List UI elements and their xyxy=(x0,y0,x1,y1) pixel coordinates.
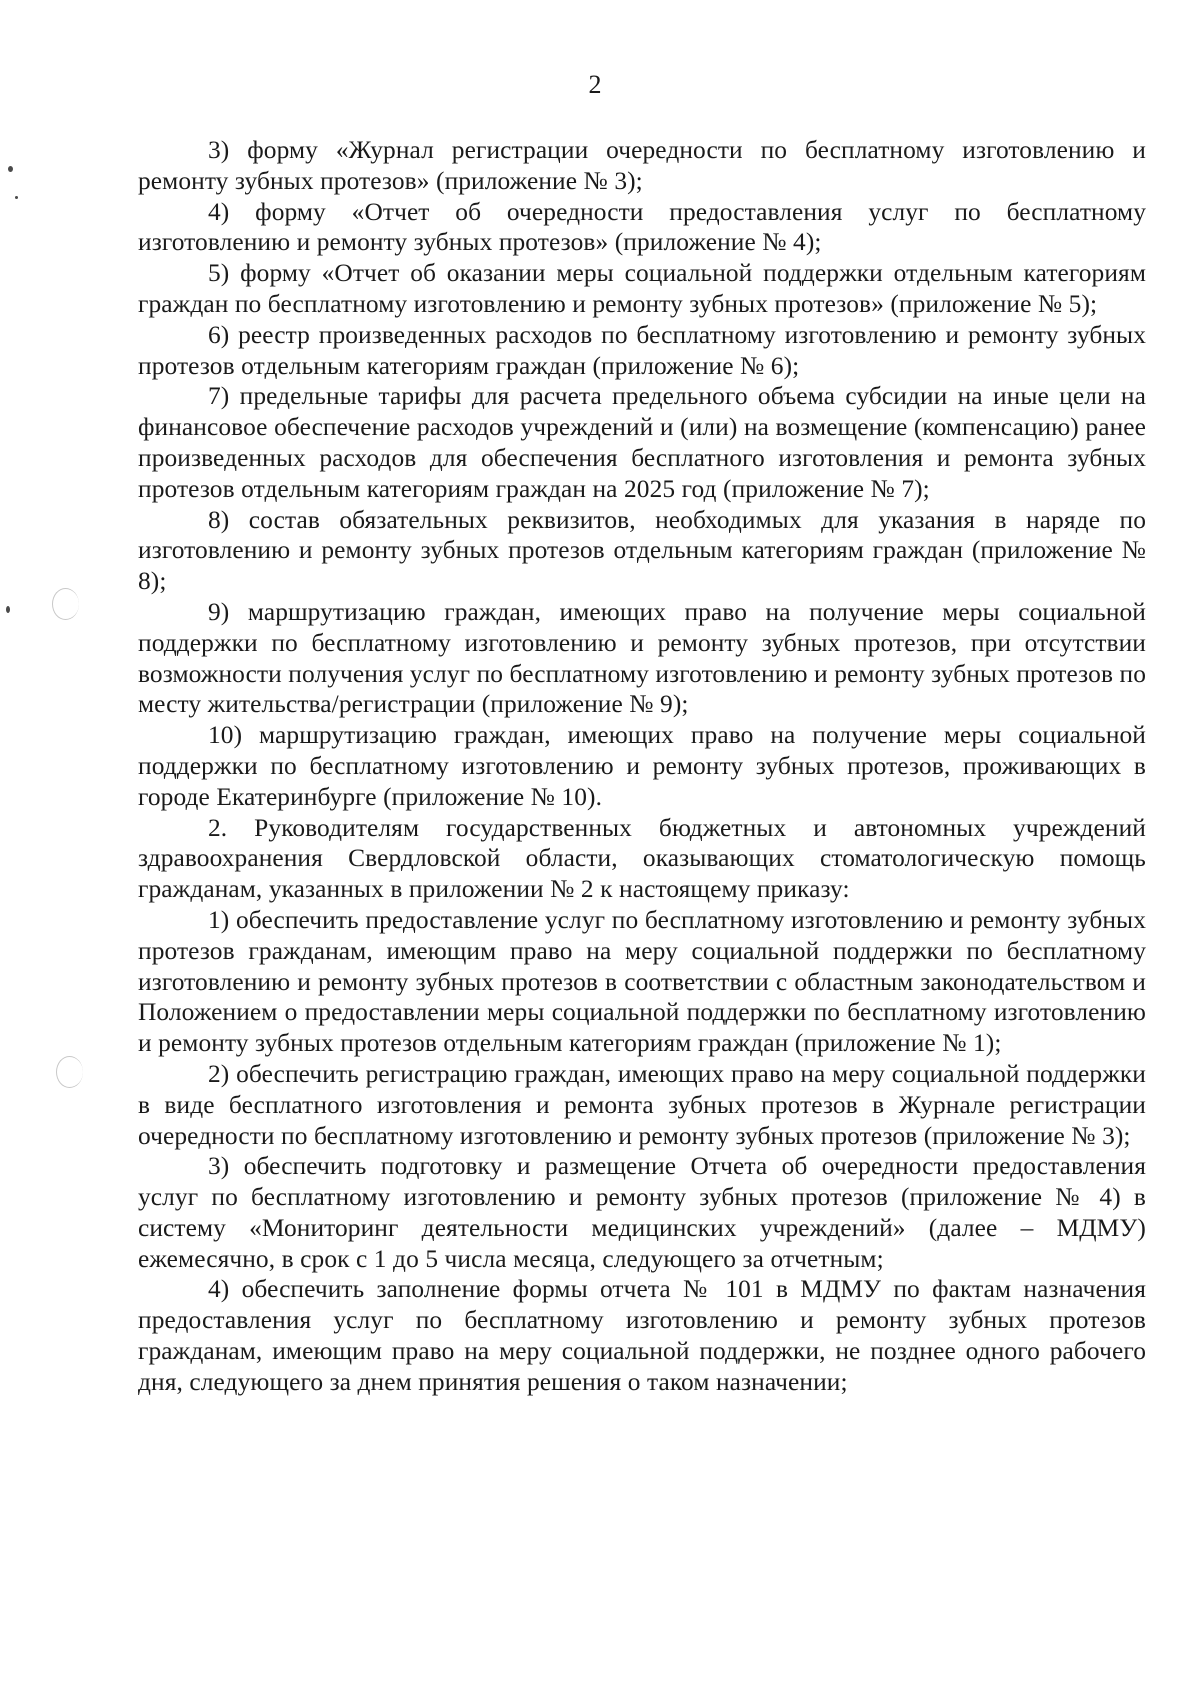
list-item: 5) форму «Отчет об оказании меры социальной поддержки отдельным категориям граждан по бесплатному изготовлению и ремонту зубных протезов» (приложение № 5); xyxy=(138,259,1146,318)
list-item: 8) состав обязательных реквизитов, необходимых для указания в наряде по изготовлению и ремонту зубных протезов отдельным категориям граждан (приложение № 8); xyxy=(138,505,1146,596)
scan-speck xyxy=(15,196,18,199)
scan-hole-mark xyxy=(56,1056,83,1088)
list-item: 4) обеспечить заполнение формы отчета № 101 в МДМУ по фактам назначения предоставления услуг по бесплатному изготовлению и ремонту зубных протезов гражданам, имеющим право на меру социальной поддержки, не позднее одного рабочего дня, следующего за днем принятия решения о таком назначении; xyxy=(138,1275,1146,1396)
section-paragraph: 2. Руководителям государственных бюджетных и автономных учреждений здравоохранения Свердловской области, оказывающих стоматологическую помощь гражданам, указанных в приложении № 2 к настоящему приказу: xyxy=(138,813,1146,904)
list-item: 3) форму «Журнал регистрации очередности по бесплатному изготовлению и ремонту зубных протезов» (приложение № 3); xyxy=(138,136,1146,195)
page-number: 2 xyxy=(588,70,602,99)
list-item: 6) реестр произведенных расходов по бесплатному изготовлению и ремонту зубных протезов отдельным категориям граждан (приложение № 6); xyxy=(138,320,1146,380)
document-body xyxy=(138,135,1146,1398)
list-item: 2) обеспечить регистрацию граждан, имеющих право на меру социальной поддержки в виде бесплатного изготовления и ремонта зубных протезов в Журнале регистрации очередности по бесплатному изготовлению и ремонту зубных протезов (приложение № 3); xyxy=(138,1059,1146,1150)
list-item: 3) обеспечить подготовку и размещение Отчета об очередности предоставления услуг по бесплатному изготовлению и ремонту зубных протезов (приложение № 4) в систему «Мониторинг деятельности медицинских учреждений» (далее – МДМУ) ежемесячно, в срок с 1 до 5 числа месяца, следующего за отчетным; xyxy=(138,1152,1146,1273)
list-item: 9) маршрутизацию граждан, имеющих право на получение меры социальной поддержки по бесплатному изготовлению и ремонту зубных протезов, при отсутствии возможности получения услуг по бесплатному изготовлению и ремонту зубных протезов по месту жительства/регистрации (приложение № 9); xyxy=(138,597,1146,719)
scan-speck xyxy=(6,606,10,613)
list-item: 4) форму «Отчет об очередности предоставления услуг по бесплатному изготовлению и ремонту зубных протезов» (приложение № 4); xyxy=(138,197,1146,257)
list-item: 7) предельные тарифы для расчета предельного объема субсидии на иные цели на финансовое обеспечение расходов учреждений и (или) на возмещение (компенсацию) ранее произведенных расходов для обеспечения бесплатного изготовления и ремонта зубных протезов отдельным категориям граждан на 2025 год (приложение № 7); xyxy=(138,382,1146,503)
scan-speck xyxy=(8,166,13,172)
list-item: 10) маршрутизацию граждан, имеющих право на получение меры социальной поддержки по бесплатному изготовлению и ремонту зубных протезов, проживающих в городе Екатеринбурге (приложение № 10). xyxy=(138,721,1146,811)
scan-hole-mark xyxy=(52,588,79,620)
list-item: 1) обеспечить предоставление услуг по бесплатному изготовлению и ремонту зубных протезов гражданам, имеющим право на меру социальной поддержки по бесплатному изготовлению и ремонту зубных протезов в соответствии с областным законодательством и Положением о предоставлении меры социальной поддержки по бесплатному изготовлению и ремонту зубных протезов отдельным категориям граждан (приложение № 1); xyxy=(138,905,1146,1058)
